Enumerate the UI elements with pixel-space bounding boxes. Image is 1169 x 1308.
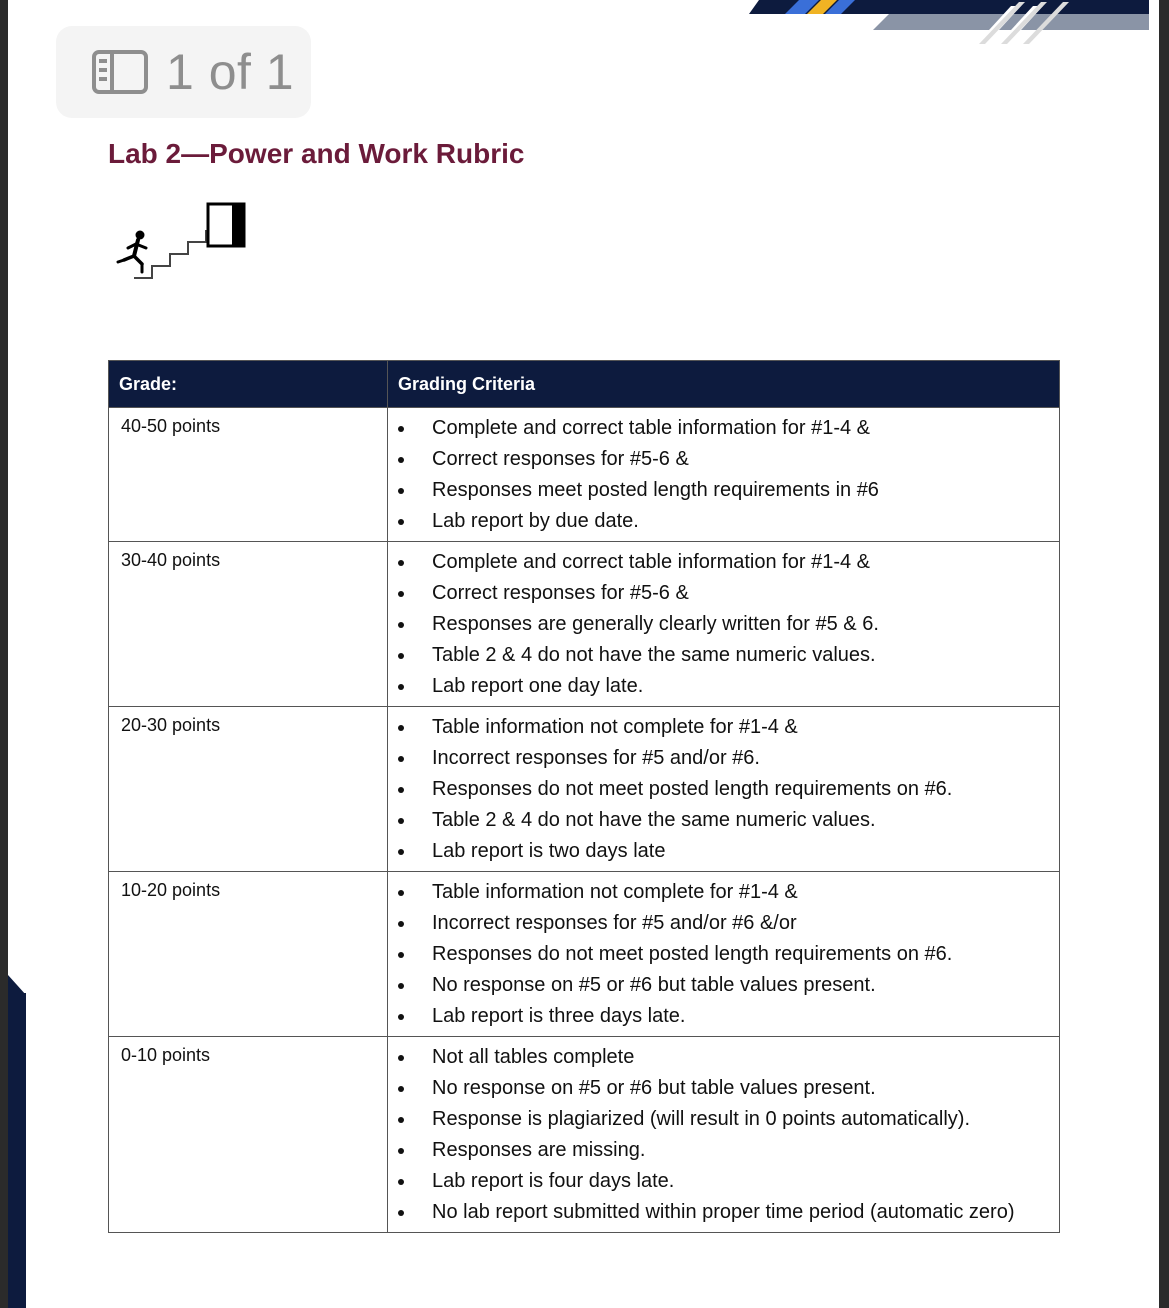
criteria-column-header: Grading Criteria: [388, 361, 1060, 408]
list-item: Complete and correct table information for #1-4 &: [388, 547, 1059, 578]
grade-column-header: Grade:: [109, 361, 388, 408]
list-item: Table 2 & 4 do not have the same numeric values.: [388, 805, 1059, 836]
grade-cell: 0-10 points: [109, 1037, 388, 1233]
table-row: [109, 542, 1060, 707]
list-item: No lab report submitted within proper time period (automatic zero): [388, 1197, 1059, 1228]
table-row: [109, 408, 1060, 542]
list-item: Lab report is three days late.: [388, 1001, 1059, 1032]
criteria-cell: [388, 872, 1060, 1037]
list-item: Incorrect responses for #5 and/or #6 &/or: [388, 908, 1059, 939]
grade-cell: 10-20 points: [109, 872, 388, 1037]
rubric-table: [108, 360, 1060, 1233]
list-item: Lab report is four days late.: [388, 1166, 1059, 1197]
list-item: Responses do not meet posted length requirements on #6.: [388, 939, 1059, 970]
page-title: Lab 2—Power and Work Rubric: [108, 138, 525, 169]
list-item: No response on #5 or #6 but table values present.: [388, 1073, 1059, 1104]
side-accent-bar: [8, 993, 26, 1308]
criteria-list: [388, 547, 1059, 702]
list-item: Lab report is two days late: [388, 836, 1059, 867]
list-item: Responses meet posted length requirements in #6: [388, 475, 1059, 506]
criteria-cell: [388, 408, 1060, 542]
criteria-cell: [388, 707, 1060, 872]
person-climbing-stairs-icon: [112, 198, 252, 282]
page-indicator[interactable]: [56, 26, 311, 118]
list-item: Table 2 & 4 do not have the same numeric values.: [388, 640, 1059, 671]
list-item: No response on #5 or #6 but table values present.: [388, 970, 1059, 1001]
viewer-left-edge: [0, 0, 8, 1308]
side-accent-tip: [8, 975, 26, 995]
criteria-list: [388, 877, 1059, 1032]
list-item: Complete and correct table information for #1-4 &: [388, 413, 1059, 444]
rubric-header-row: [109, 361, 1060, 408]
list-item: Table information not complete for #1-4 &: [388, 712, 1059, 743]
list-item: Lab report one day late.: [388, 671, 1059, 702]
list-item: Lab report by due date.: [388, 506, 1059, 537]
list-item: Incorrect responses for #5 and/or #6.: [388, 743, 1059, 774]
page-list-icon: [92, 50, 148, 94]
list-item: Correct responses for #5-6 &: [388, 444, 1059, 475]
criteria-cell: [388, 542, 1060, 707]
grade-cell: 30-40 points: [109, 542, 388, 707]
criteria-list: [388, 413, 1059, 537]
table-row: [109, 872, 1060, 1037]
list-item: Responses are generally clearly written for #5 & 6.: [388, 609, 1059, 640]
viewer-right-edge: [1159, 0, 1169, 1308]
table-row: [109, 1037, 1060, 1233]
criteria-list: [388, 1042, 1059, 1228]
list-item: Not all tables complete: [388, 1042, 1059, 1073]
grade-cell: 40-50 points: [109, 408, 388, 542]
list-item: Responses are missing.: [388, 1135, 1059, 1166]
criteria-list: [388, 712, 1059, 867]
criteria-cell: [388, 1037, 1060, 1233]
page-count-label: 1 of 1: [166, 44, 295, 100]
header-stripe-decoration: [749, 0, 1159, 46]
table-row: [109, 707, 1060, 872]
list-item: Responses do not meet posted length requirements on #6.: [388, 774, 1059, 805]
grade-cell: 20-30 points: [109, 707, 388, 872]
list-item: Response is plagiarized (will result in 0 points automatically).: [388, 1104, 1059, 1135]
list-item: Correct responses for #5-6 &: [388, 578, 1059, 609]
list-item: Table information not complete for #1-4 &: [388, 877, 1059, 908]
